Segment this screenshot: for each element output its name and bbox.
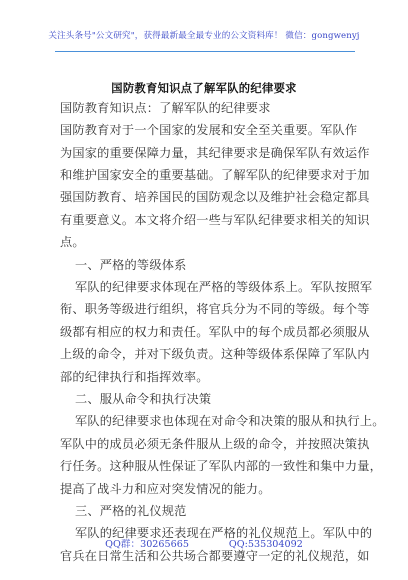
body-line: 军队的纪律要求体现在严格的等级体系上。军队按照军 [75, 280, 373, 294]
body-line: 部的纪律执行和指挥效率。 [60, 370, 209, 384]
section-heading: 二、服从命令和执行决策 [75, 392, 212, 406]
body-line: 级都有相应的权力和责任。军队中的每个成员都必须服从 [60, 325, 370, 339]
body-line: 军队的纪律要求还表现在严格的礼仪规范上。军队中的 [75, 526, 373, 540]
body-line: 为国家的重要保障力量，其纪律要求是确保军队有效运作 [60, 146, 370, 160]
body-line: 提高了战斗力和应对突发情况的能力。 [60, 482, 271, 496]
header-divider [55, 51, 355, 52]
footer-qq: QQ:535304092 [228, 539, 303, 550]
body-line: 和维护国家安全的重要基础。了解军队的纪律要求对于加 [60, 168, 370, 182]
body-line: 官兵在日常生活和公共场合都要遵守一定的礼仪规范，如 [60, 549, 370, 563]
body-line: 有重要意义。本文将介绍一些与军队纪律要求相关的知识 [60, 213, 370, 227]
body-line: 强国防教育、培养国民的国防观念以及维护社会稳定都具 [60, 190, 370, 204]
body-line: 点。 [60, 235, 85, 249]
body-line: 军队中的成员必须无条件服从上级的命令，并按照决策执 [60, 437, 370, 451]
body-line: 行任务。这种服从性保证了军队内部的一致性和集中力量， [60, 459, 383, 473]
body-line: 国防教育知识点：了解军队的纪律要求 [60, 101, 271, 115]
body-line: 衔、职务等级进行组织，将官兵分为不同的等级。每个等 [60, 302, 370, 316]
body-line: 上级的命令，并对下级负责。这种等级体系保障了军队内 [60, 347, 370, 361]
section-heading: 三、严格的礼仪规范 [75, 504, 187, 518]
section-heading: 一、严格的等级体系 [75, 258, 187, 272]
footer-qq-group: QQ群：30265665 [105, 539, 189, 550]
body-line: 军队的纪律要求也体现在对命令和决策的服从和执行上。 [75, 414, 385, 428]
body-line: 国防教育对于一个国家的发展和安全至关重要。军队作 [60, 123, 358, 137]
document-title: 国防教育知识点了解军队的纪律要求 [111, 81, 297, 95]
header-banner: 关注头条号"公文研究"，获得最新最全最专业的公文资料库！ 微信：gongwenyj [48, 31, 360, 41]
footer-contacts [0, 536, 408, 550]
